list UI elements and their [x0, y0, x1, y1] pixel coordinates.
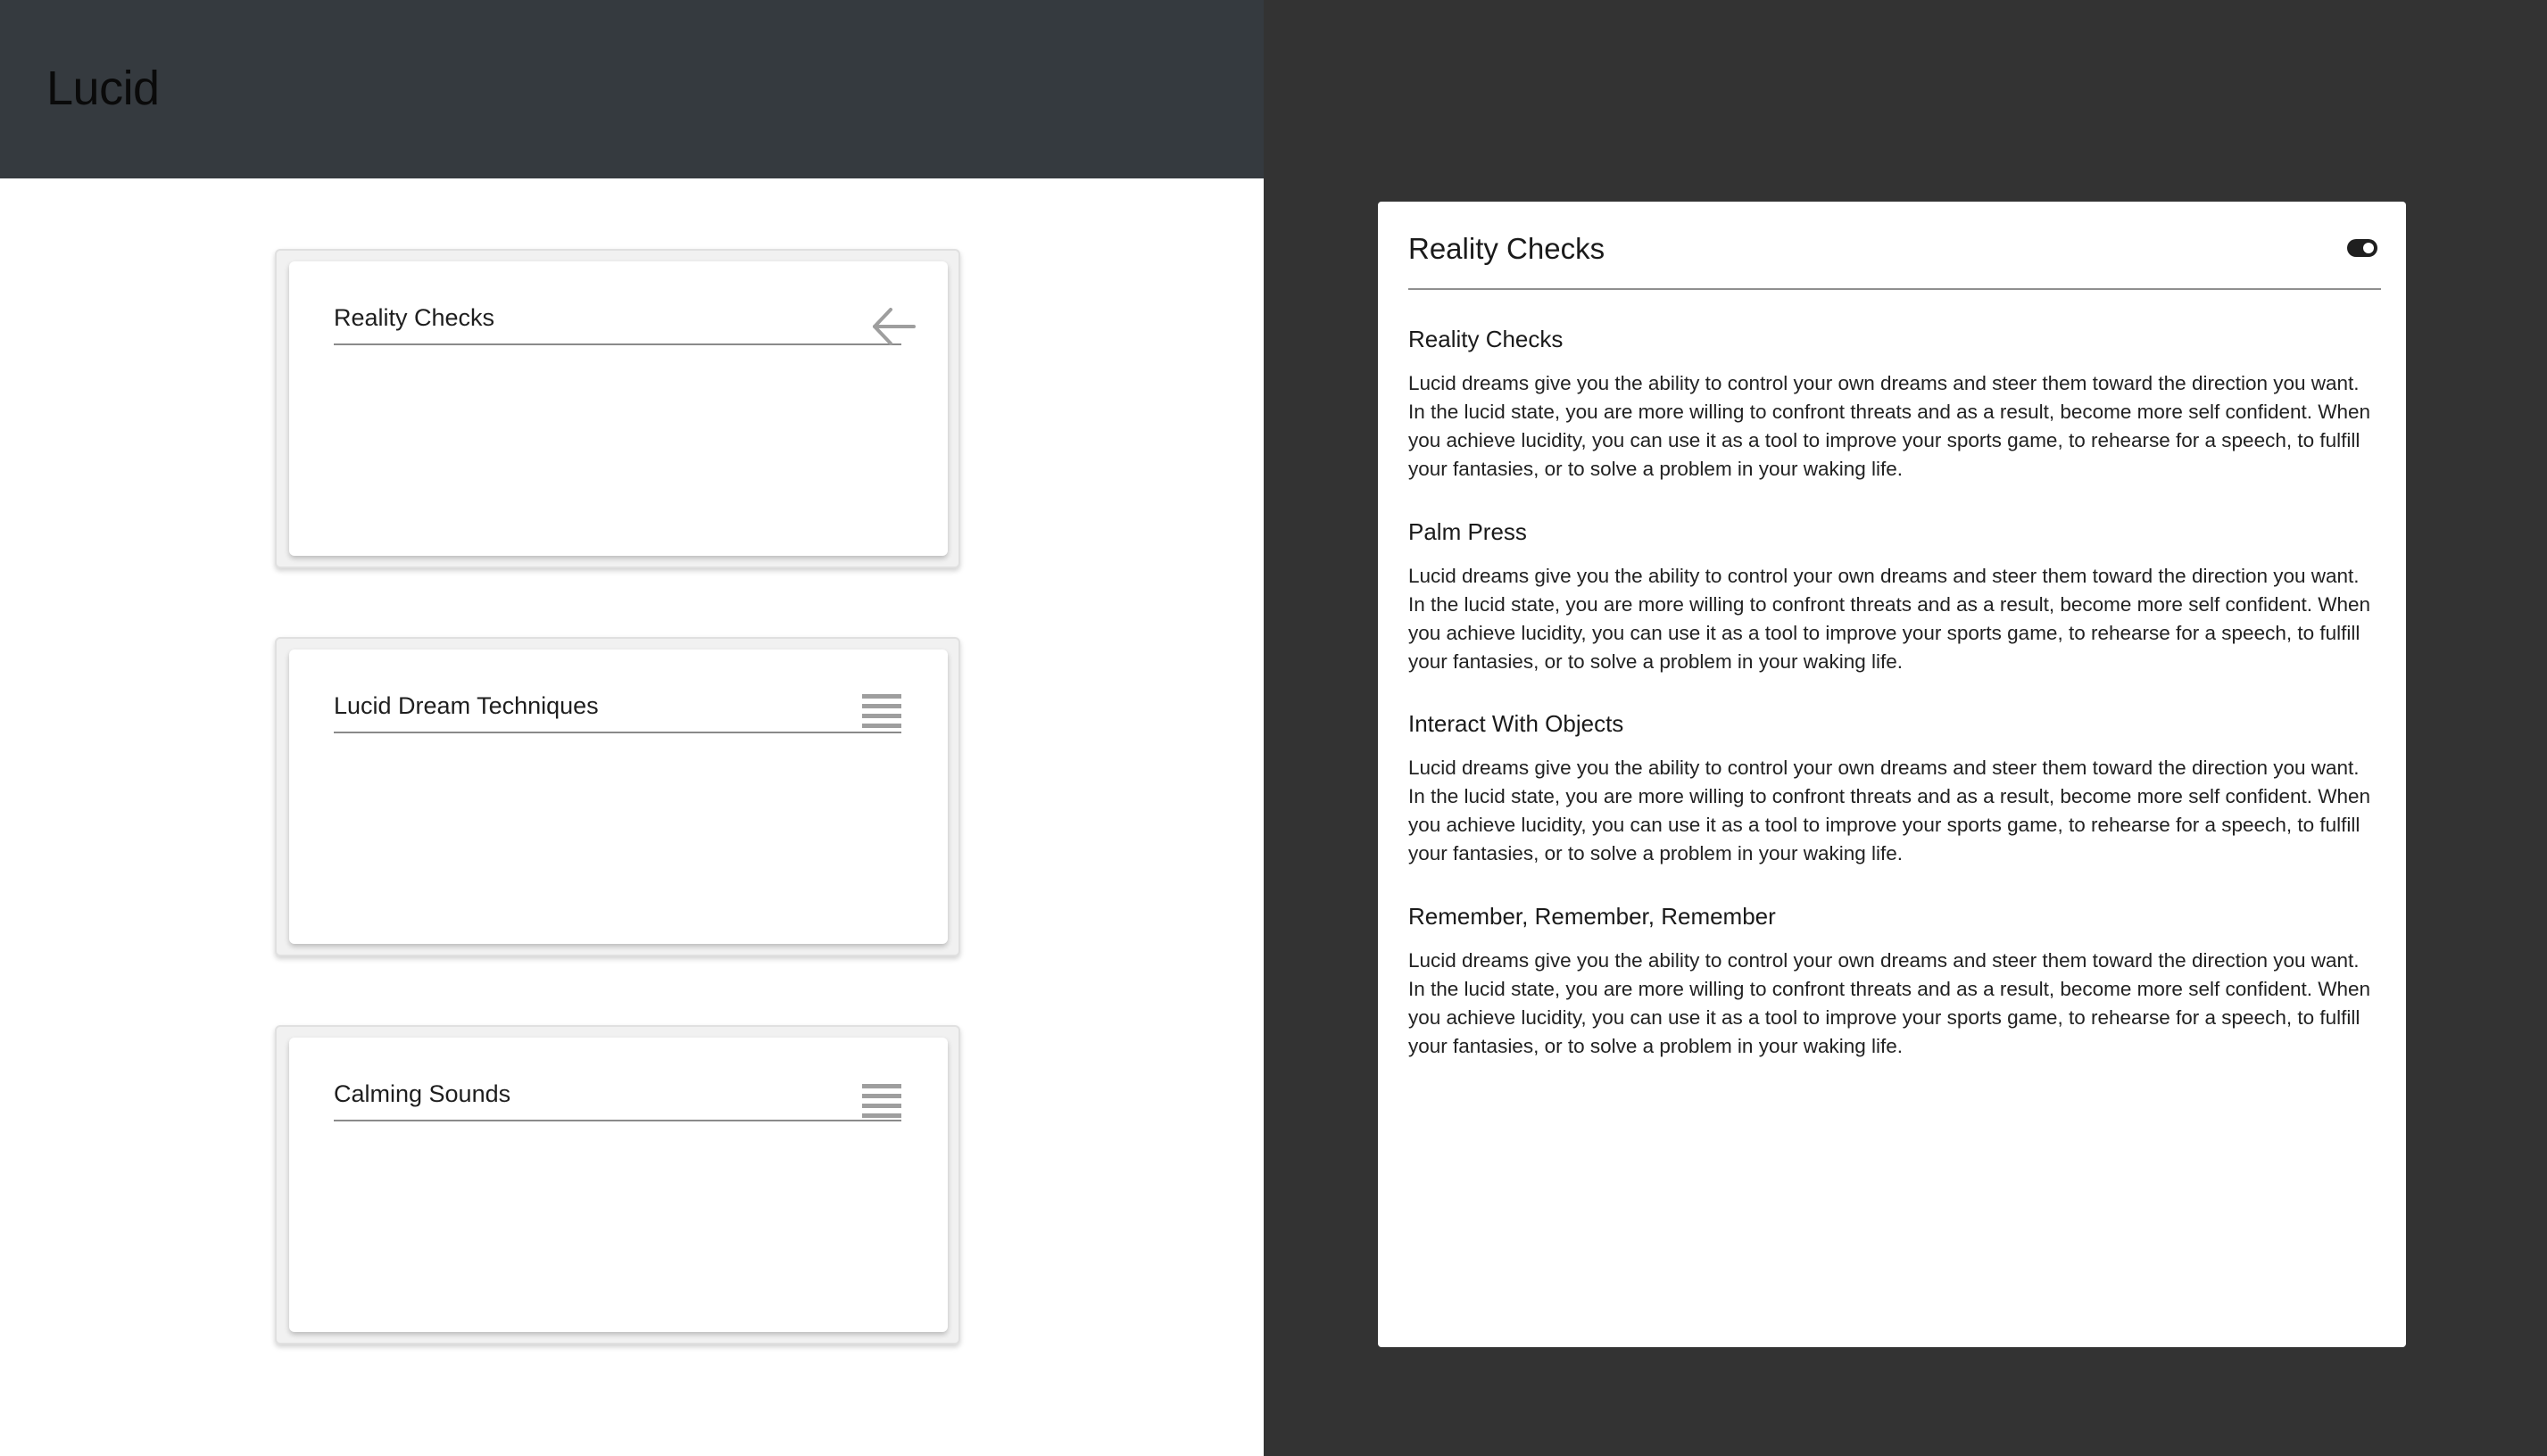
section-body: Lucid dreams give you the ability to control your own dreams and steer them toward the direction you want. In the lucid state, you are more willing to confront threats and as a result, become more self confident. When you achieve lucidity, you can use it as a tool to improve your sports game, to rehearse for a speech, to fulfill your fantasies, or to solve a problem in your waking life.: [1408, 372, 2371, 480]
arrow-left-icon[interactable]: [871, 306, 916, 347]
card-title: Reality Checks: [334, 304, 495, 331]
app-header: [0, 0, 1264, 178]
detail-section: [1408, 903, 2381, 1061]
detail-panel: [1378, 202, 2406, 1347]
card-body: [289, 649, 948, 944]
detail-section: [1408, 518, 2381, 676]
card-divider: [334, 732, 901, 733]
section-body: Lucid dreams give you the ability to control your own dreams and steer them toward the direction you want. In the lucid state, you are more willing to confront threats and as a result, become more self confident. When you achieve lucidity, you can use it as a tool to improve your sports game, to rehearse for a speech, to fulfill your fantasies, or to solve a problem in your waking life.: [1408, 757, 2371, 864]
section-title: Remember, Remember, Remember: [1408, 903, 1776, 930]
card-body: [289, 1038, 948, 1332]
detail-divider: [1408, 288, 2381, 290]
card-calming-sounds[interactable]: [275, 1025, 960, 1344]
card-title: Lucid Dream Techniques: [334, 692, 599, 719]
toggle-knob: [2363, 243, 2374, 253]
left-pane: [0, 0, 1264, 1456]
menu-icon[interactable]: [862, 694, 901, 730]
card-reality-checks[interactable]: [275, 249, 960, 568]
section-title: Interact With Objects: [1408, 710, 1624, 737]
detail-section: [1408, 326, 2381, 484]
card-lucid-dream-techniques[interactable]: [275, 637, 960, 956]
right-pane: [1264, 0, 2547, 1456]
card-divider: [334, 1120, 901, 1121]
section-title: Reality Checks: [1408, 326, 1564, 352]
detail-section: [1408, 710, 2381, 868]
toggle-icon[interactable]: [2347, 239, 2377, 257]
card-title: Calming Sounds: [334, 1080, 511, 1107]
card-divider: [334, 343, 901, 345]
section-body: Lucid dreams give you the ability to control your own dreams and steer them toward the direction you want. In the lucid state, you are more willing to confront threats and as a result, become more self confident. When you achieve lucidity, you can use it as a tool to improve your sports game, to rehearse for a speech, to fulfill your fantasies, or to solve a problem in your waking life.: [1408, 949, 2371, 1057]
section-title: Palm Press: [1408, 518, 1527, 545]
app-title: Lucid: [46, 62, 160, 115]
menu-icon[interactable]: [862, 1084, 901, 1120]
card-body: [289, 261, 948, 556]
section-body: Lucid dreams give you the ability to control your own dreams and steer them toward the direction you want. In the lucid state, you are more willing to confront threats and as a result, become more self confident. When you achieve lucidity, you can use it as a tool to improve your sports game, to rehearse for a speech, to fulfill your fantasies, or to solve a problem in your waking life.: [1408, 565, 2371, 673]
detail-title: Reality Checks: [1408, 232, 1605, 265]
